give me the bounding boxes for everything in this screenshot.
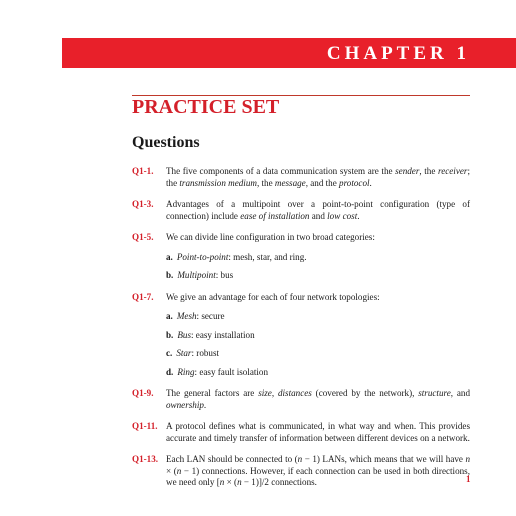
list-item: b. Multipoint: bus	[166, 270, 234, 280]
question-number: Q1-3.	[132, 199, 154, 209]
chapter-banner	[62, 38, 516, 68]
question-number: Q1-5.	[132, 232, 154, 242]
question-number: Q1-9.	[132, 388, 154, 398]
question-number: Q1-7.	[132, 291, 154, 302]
section-heading: Questions	[132, 134, 200, 151]
answer-list	[132, 311, 470, 378]
list-item: a. Mesh: secure	[166, 311, 225, 321]
list-item: b. Bus: easy installation	[166, 329, 255, 340]
page-number: 1	[466, 474, 471, 484]
question-text: Each LAN should be connected to (n − 1) LANs, which means that we will have n × (n − 1) connections. However, if each connection can be used in both directions, we need only [n × (n − 1)]/2 connections.	[166, 454, 470, 487]
list-item: c. Star: robust	[166, 348, 220, 358]
answer-list	[132, 252, 470, 282]
question-number: Q1-11.	[132, 421, 158, 431]
question-item	[132, 199, 470, 222]
list-item: a. Point-to-point: mesh, star, and ring.	[166, 251, 307, 262]
question-text: The five components of a data communication system are the sender, the receiver; the transmission medium, the message, and the protocol.	[166, 166, 470, 188]
question-item	[132, 454, 470, 489]
chapter-label: CHAPTER 1	[326, 43, 470, 64]
question-text: We give an advantage for each of four network topologies:	[166, 291, 380, 302]
page-title: PRACTICE SET	[132, 96, 280, 118]
questions-list	[132, 166, 470, 499]
question-item	[132, 421, 470, 444]
question-text: Advantages of a multipoint over a point-to-point configuration (type of connection) include ease of installation and low cost.	[166, 199, 470, 221]
question-number: Q1-1.	[132, 166, 154, 176]
question-item	[132, 232, 470, 244]
question-item	[132, 388, 470, 411]
question-number: Q1-13.	[132, 454, 159, 464]
question-text: We can divide line configuration in two broad categories:	[166, 232, 375, 242]
question-item	[132, 166, 470, 189]
question-item	[132, 292, 470, 304]
question-text: A protocol defines what is communicated, in what way and when. This provides accurate and timely transfer of information between different devices on a network.	[166, 421, 470, 443]
list-item: d. Ring: easy fault isolation	[166, 366, 269, 377]
question-text: The general factors are size, distances (covered by the network), structure, and ownership.	[166, 388, 470, 410]
